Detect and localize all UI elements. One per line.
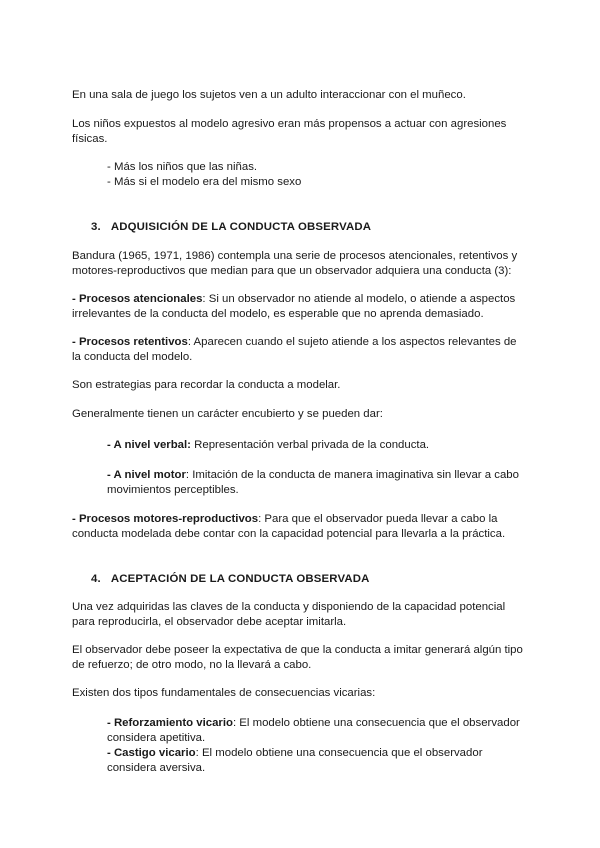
term-text: : Aparecen cuando el sujeto atiende a los aspectos relevantes de la conducta del modelo. [72,336,517,363]
term-text: : El modelo obtiene una consecuencia que el observador considera apetitiva. [107,717,520,744]
paragraph-caracter-encubierto: Generalmente tienen un carácter encubierto y se pueden dar: [72,408,383,420]
paragraph-estrategias: Son estrategias para recordar la conducta a modelar. [72,379,341,391]
paragraph-claves-conducta: Una vez adquiridas las claves de la conducta y disponiendo de la capacidad potencial para reproducirla, el observador debe aceptar imitarla. [72,601,506,628]
paragraph-procesos-retentivos [72,335,528,365]
term-text: : Imitación de la conducta de manera imaginativa sin llevar a cabo movimientos perceptibles. [107,469,519,496]
paragraph-sala-juego: En una sala de juego los sujetos ven a un adulto interaccionar con el muñeco. [72,89,466,101]
term-text: : El modelo obtiene una consecuencia que el observador considera aversiva. [107,747,483,774]
section-title: ACEPTACIÓN DE LA CONDUCTA OBSERVADA [110,573,370,585]
term-label: - Procesos motores-reproductivos [72,513,259,525]
list-item-ninos: - Más los niños que las niñas. [107,161,258,173]
section-number: 4. [91,573,101,585]
list-item-reforzamiento [107,716,531,746]
term-text: : Si un observador no atiende al modelo, o atiende a aspectos irrelevantes de la conducta del modelo, es esperable que no aprenda demasiado. [72,293,516,320]
paragraph-ninos-agresivo: Los niños expuestos al modelo agresivo eran más propensos a actuar con agresiones físicas. [72,118,507,145]
term-text: : Para que el observador pueda llevar a cabo la conducta modelada debe contar con la capacidad potencial para llevarla a la práctica. [72,513,506,540]
list-item-nivel-motor [107,468,531,498]
section-heading-3 [91,220,371,235]
paragraph-bandura: Bandura (1965, 1971, 1986) contempla una serie de procesos atencionales, retentivos y motores-reproductivos que median para que un observador adquiera una conducta (3): [72,250,518,277]
paragraph-consecuencias-vicarias: Existen dos tipos fundamentales de consecuencias vicarias: [72,687,376,699]
list-item-sexo: - Más si el modelo era del mismo sexo [107,176,302,188]
term-label: - Reforzamiento vicario [107,717,233,729]
paragraph-procesos-motores [72,512,528,542]
list-item-castigo [107,746,531,776]
term-label: - A nivel verbal: [107,439,191,451]
section-number: 3. [91,221,101,233]
paragraph-procesos-atencionales [72,292,528,322]
term-text: Representación verbal privada de la conducta. [190,439,430,451]
term-label: - Procesos retentivos [72,336,188,348]
section-heading-4 [91,572,370,587]
paragraph-expectativa: El observador debe poseer la expectativa de que la conducta a imitar generará algún tipo de refuerzo; de otro modo, no la llevará a cabo. [72,644,523,671]
term-label: - Castigo vicario [107,747,196,759]
section-title: ADQUISICIÓN DE LA CONDUCTA OBSERVADA [110,221,372,233]
list-item-nivel-verbal [107,438,531,453]
term-label: - Procesos atencionales [72,293,203,305]
term-label: - A nivel motor [107,469,186,481]
